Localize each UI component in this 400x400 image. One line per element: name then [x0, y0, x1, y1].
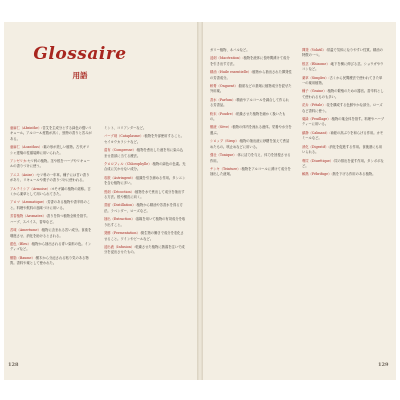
glossary-definition: 組織を引き締める作用。タンニンを含む植物に多い。 — [104, 175, 186, 186]
glossary-entry — [302, 62, 384, 73]
glossary-entry — [302, 145, 384, 156]
glossary-term: シロップ（Sirop）: — [210, 139, 240, 144]
glossary-term: バーブ剤（Cataplasme）: — [104, 134, 145, 139]
glossary-entry — [104, 245, 186, 256]
glossary-term: 煎剤（Décoction）: — [104, 189, 136, 194]
glossary-definition: 植物を水で煮出して成分を抽出する方法。根や樹皮に向く。 — [104, 189, 185, 200]
glossary-entry — [104, 134, 186, 145]
glossary-entry — [210, 70, 292, 81]
glossary-entry — [104, 162, 186, 173]
glossary-definition: 植物から抽出される青い染料の色。インディゴなど。 — [10, 241, 92, 252]
glossary-definition: 神経の高ぶりを和らげる作用。カモミールなど。 — [302, 130, 384, 141]
glossary-term: 湿布（Compresse）: — [104, 148, 137, 153]
page-number-left: 128 — [8, 362, 19, 368]
glossary-entry — [10, 126, 92, 142]
glossary-definition: 植物から精油や芳香水を得る方法。ラベンダー、ローズなど。 — [104, 203, 183, 213]
glossary-term: 強壮（Tonique）: — [210, 153, 238, 158]
glossary-entry — [104, 203, 186, 214]
glossary-definition: セリ科の植物。茎や根をハーブやリキュールの香りづけに使う。 — [10, 159, 90, 169]
glossary-definition: 花を構成する色鮮やかな部分。ローズなど香料に使う。 — [302, 103, 383, 113]
glossary-term: 浸剤（Macération）: — [210, 56, 244, 61]
glossary-term: 解熱（Fébrifuge）: — [302, 172, 333, 177]
glossary-entry — [302, 117, 384, 128]
glossary-term: 種子（Graine）: — [302, 89, 328, 94]
glossary-definition: 植物の葉全体を指す。料理やハーブティーに用いる。 — [302, 117, 384, 127]
glossary-definition: 体に活力を与え、体力を回復させる作用。 — [210, 153, 291, 163]
glossary-entry — [210, 48, 292, 53]
glossary-entry — [10, 173, 92, 184]
glossary-entry — [104, 231, 186, 242]
glossary-title: Glossaire — [33, 44, 127, 64]
glossary-term: 香水（Parfum）: — [210, 97, 237, 102]
glossary-term: 根茎（Rhizome）: — [302, 61, 331, 66]
glossary-definition: 乾燥させた植物に熱湯を注いで成分を浸出させたもの。 — [104, 244, 185, 255]
glossary-definition: 樹木から分泌される粘り気のある物質。香料や薬として使われた。 — [10, 255, 89, 266]
glossary-term: アニス（Anise）: — [10, 172, 37, 177]
glossary-entry — [210, 112, 292, 123]
glossary-definition: 微生物の働きで成分を変化させること。ワインやビールなど。 — [104, 231, 184, 241]
glossary-definition: 乾燥させた植物を細かく挽いたもの。 — [210, 111, 286, 122]
glossary-term: クロロフィル（Chlorophylle）: — [104, 162, 153, 167]
glossary-definition: 尿の排出を促す作用。タンポポなど。 — [302, 158, 384, 168]
glossary-column-1 — [10, 126, 92, 270]
glossary-definition: 古くから民間療法で使われてきた単一の薬用植物。 — [302, 75, 383, 86]
glossary-definition: 植物の緑色の色素。光合成に欠かせない成分。 — [104, 162, 186, 172]
glossary-term: 利尿（Diurétique）: — [302, 158, 335, 163]
glossary-term: アロマ（Aromatique）: — [10, 200, 48, 205]
glossary-term: 鎮静（Calmant）: — [302, 130, 331, 135]
glossary-entry — [10, 200, 92, 211]
glossary-definition: ミント、コリアンダーなど。 — [104, 126, 147, 130]
glossary-entry — [210, 56, 292, 67]
glossary-definition: 植物をアルコールに漬けて成分を抽出した液剤。 — [210, 166, 291, 177]
glossary-term: 発酵（Fermentation）: — [104, 231, 141, 236]
glossary-term: アルテミシア（Armoise）: — [10, 186, 52, 191]
glossary-definition: 精油やアルコールを調合して作られる芳香品。 — [210, 97, 289, 108]
glossary-entry — [10, 228, 92, 239]
glossary-definition: 葉の形が美しい植物。古代ギリシャ建築の柱頭装飾に用いられた。 — [10, 145, 90, 155]
glossary-definition: 植物を液体に長時間漬けて成分を引き出す方法。 — [210, 56, 290, 66]
glossary-definition: 芳香のある植物や香辛料のこと。料理や飲料の風味づけに用いる。 — [10, 200, 91, 210]
glossary-term: 亜麻仁（Acanthus）: — [10, 145, 44, 150]
glossary-term: 抽出（Extraction）: — [104, 217, 136, 222]
glossary-entry — [302, 89, 384, 100]
page-number-right: 129 — [378, 362, 389, 368]
glossary-entry — [302, 103, 384, 114]
glossary-term: 浸出液（Infusion）: — [104, 244, 136, 249]
glossary-definition: 植物の抽出液に砂糖を加えて煮詰めたもの。咳止めなどに用いる。 — [210, 139, 290, 149]
glossary-definition: 植物の体内を流れる液体。栄養や水分を運ぶ。 — [210, 125, 292, 135]
glossary-entry — [10, 187, 92, 198]
glossary-entry — [302, 172, 384, 177]
glossary-term: 軟膏（Onguent）: — [210, 84, 239, 89]
glossary-entry — [210, 98, 292, 109]
glossary-entry — [104, 176, 186, 187]
glossary-term: 苦味（Amertume）: — [10, 228, 42, 233]
glossary-term: 芳香植物（Aromates）: — [10, 214, 47, 219]
glossary-entry — [302, 76, 384, 87]
glossary-entry — [210, 125, 292, 136]
glossary-entry — [104, 126, 186, 131]
glossary-definition: セリ科の一年草。種子には甘い香りがあり、リキュールや菓子の香りづけに使われる。 — [10, 172, 90, 183]
glossary-term: 薬草（Simples）: — [302, 75, 330, 80]
glossary-definition: 地下を横に伸びる茎。ショウガやウコンなど。 — [302, 61, 384, 72]
glossary-column-2 — [104, 126, 186, 259]
glossary-column-3 — [210, 48, 292, 181]
glossary-entry — [210, 167, 292, 178]
glossary-term: 粉末（Poudre）: — [210, 111, 237, 116]
glossary-definition: 植物から抽出された揮発性の芳香成分。 — [210, 70, 292, 80]
glossary-term: 花弁（Pétale）: — [302, 103, 327, 108]
glossary-entry — [10, 256, 92, 267]
glossary-definition: 溶媒を用いて植物の有効成分を取り出すこと。 — [104, 217, 186, 227]
glossary-entry — [302, 131, 384, 142]
glossary-term: 葉緑（Feuillage）: — [302, 117, 332, 122]
glossary-definition: 脂肪などの基剤に植物成分を混ぜた外用薬。 — [210, 84, 292, 94]
glossary-definition: 植物を外部使用すること。セイヨウカラシナなど。 — [104, 134, 184, 144]
glossary-entry — [210, 84, 292, 95]
glossary-entry — [210, 139, 292, 150]
glossary-definition: 植物を煮出した液を布に染み込ませ患部に当てる療法。 — [104, 148, 184, 158]
glossary-entry — [10, 145, 92, 156]
glossary-term: 消化（Digestif）: — [302, 144, 330, 149]
glossary-definition: 常温で気体になりやすい性質。精油の特徴の一つ。 — [302, 48, 383, 58]
glossary-entry — [104, 190, 186, 201]
glossary-term: 収斂（Astringent）: — [104, 175, 136, 180]
glossary-term: 樹脂（Baume）: — [10, 255, 36, 260]
glossary-term: 亜麻仁（Absinthe）: — [10, 126, 43, 130]
glossary-term: 揮発（Volatil）: — [302, 48, 327, 52]
glossary-definition: 植物の繁殖のための器官。香辛料として使われるものも多い。 — [302, 89, 384, 99]
glossary-term: 藍色（Bleu）: — [10, 241, 32, 246]
glossary-entry — [302, 159, 384, 170]
glossary-definition: 苦艾を主成分とする緑色の強いリキュール。アルコール度数が高く、独特の香りと苦みがある。 — [10, 126, 92, 141]
glossary-term: チンキ（Teinture）: — [210, 166, 242, 171]
glossary-entry — [10, 214, 92, 225]
glossary-definition: 植物に含まれる苦い成分。食欲を増進させ、消化を助けるとされる。 — [10, 228, 92, 238]
glossary-subtitle: 用語 — [72, 71, 88, 80]
glossary-entry — [104, 148, 186, 159]
glossary-definition: 熱を下げる作用のある植物。 — [332, 172, 376, 177]
glossary-term: アンゼリカ: — [10, 159, 28, 164]
glossary-entry — [10, 159, 92, 170]
glossary-entry — [302, 48, 384, 59]
glossary-definition: 香りを持つ植物全般を指す。ハーブ、スパイス、香草など。 — [10, 214, 90, 224]
glossary-entry — [210, 153, 292, 164]
glossary-definition: ガリー植物、ネバルなど。 — [210, 48, 250, 52]
glossary-term: 精油（Huile essentielle）: — [210, 70, 253, 75]
glossary-definition: ヨモギ属の植物の総称。古くから薬草として用いられてきた。 — [10, 186, 91, 197]
glossary-entry — [104, 217, 186, 228]
glossary-entry — [10, 242, 92, 253]
glossary-column-4 — [302, 48, 384, 181]
glossary-definition: 消化を促進する作用。食後酒にも用いられる。 — [302, 144, 383, 155]
glossary-term: 樹液（Sève）: — [210, 125, 233, 130]
glossary-term: 蒸留（Distillation）: — [104, 203, 137, 208]
